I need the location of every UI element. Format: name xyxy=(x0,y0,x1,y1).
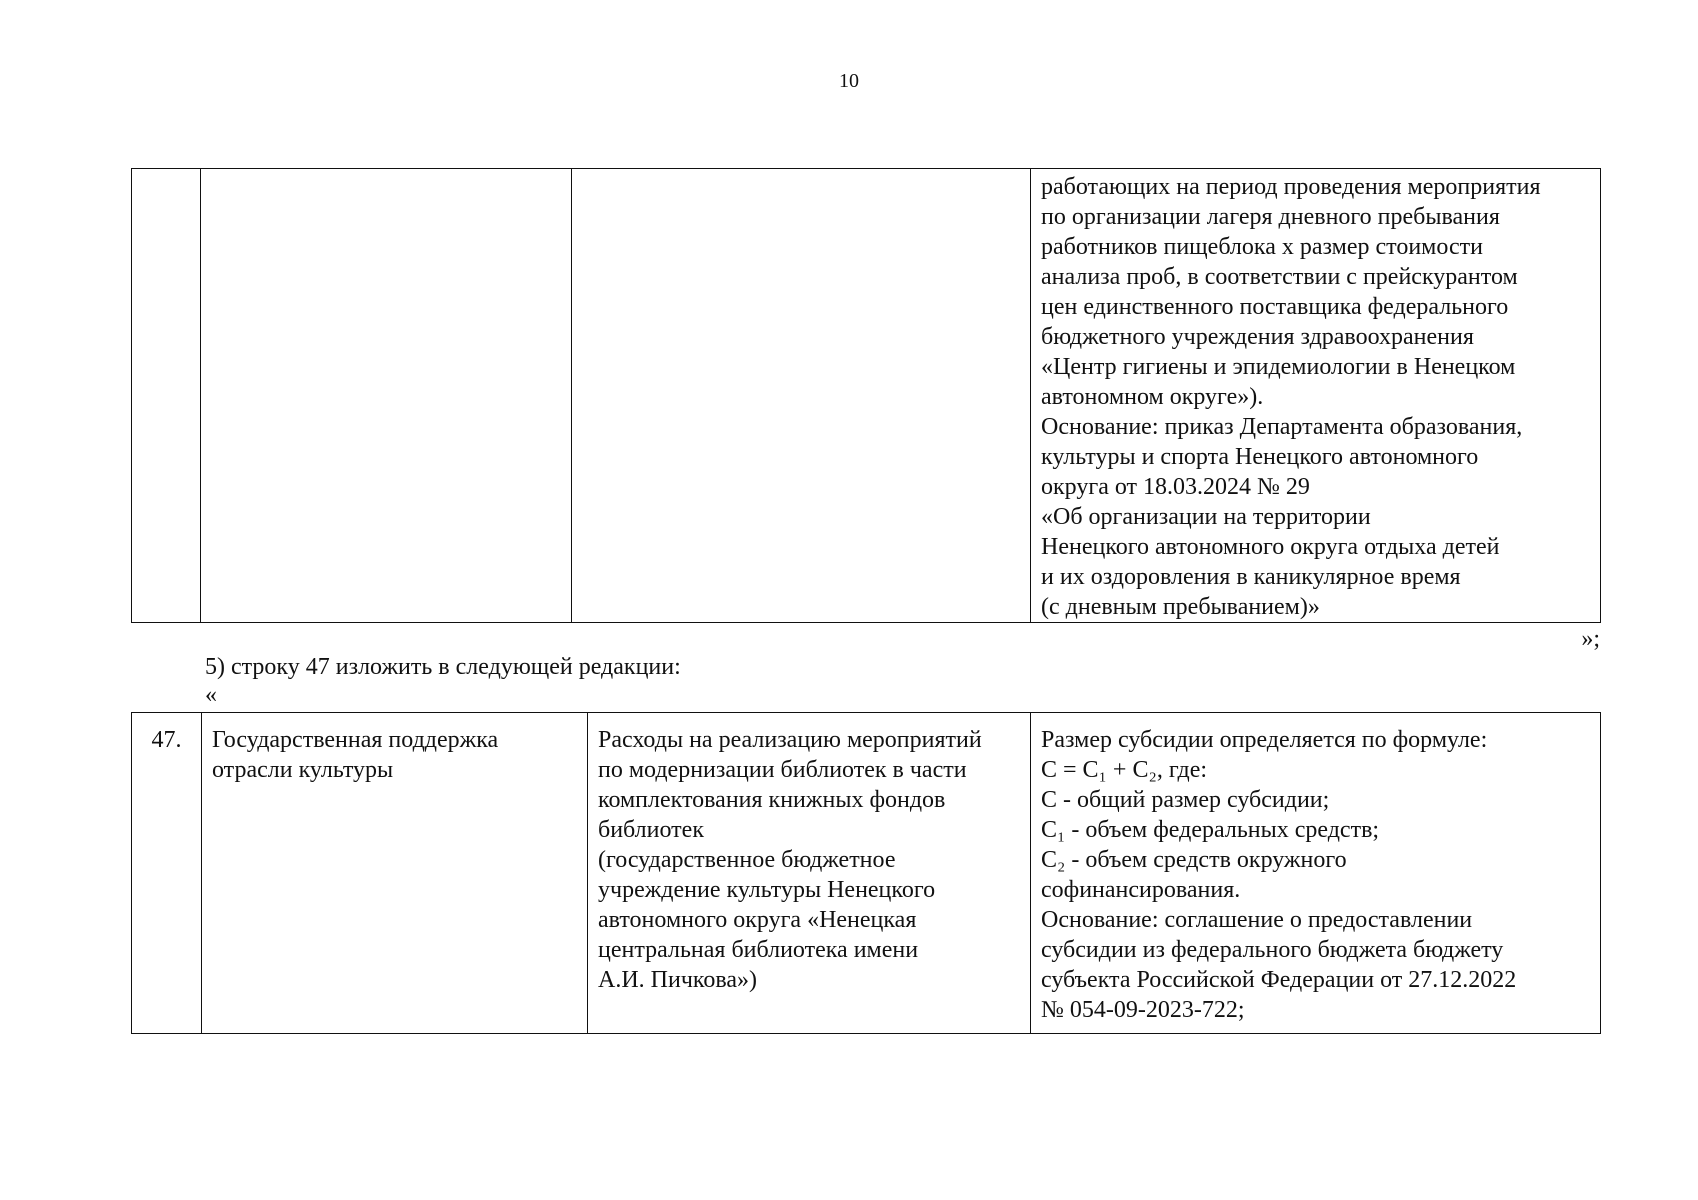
table-row xyxy=(132,169,1601,623)
table-cell-formula xyxy=(1031,713,1601,1034)
expense-purpose: Расходы на реализацию мероприятий по модернизации библиотек в части комплектования книжных фондов библиотек (государственное бюджетное учреждение культуры Ненецкого автономного округа «Ненецкая центральная библиотека имени А.И. Пичкова») xyxy=(598,727,982,993)
cell-text xyxy=(572,169,1030,172)
table-row xyxy=(132,713,1601,1034)
subsidy-formula: Размер субсидии определяется по формуле: C = C₁ + C₂, где: C - общий размер субсидии; C₁ - объем федеральных средств; C₂ - объем средств окружного софинансирования. Основание: соглашение о предоставлении субсидии из федерального бюджета бюджету субъекта Российской Федерации от 27.12.2022 № 054-09-2023-722; xyxy=(1041,727,1517,1023)
cell-text xyxy=(132,169,200,179)
table-cell-name xyxy=(202,713,588,1034)
continuation-table xyxy=(131,168,1601,623)
row-number: 47. xyxy=(151,727,182,753)
opening-quote: « xyxy=(205,682,217,708)
table-cell-number xyxy=(132,713,202,1034)
table-cell-purpose xyxy=(572,169,1031,623)
cell-text xyxy=(201,169,571,172)
table-cell-name xyxy=(201,169,572,623)
page-number: 10 xyxy=(839,70,859,92)
table-cell-basis xyxy=(1031,169,1601,623)
support-name: Государственная поддержка отрасли культуры xyxy=(212,727,499,783)
row-47-table xyxy=(131,712,1601,1034)
amendment-instruction: 5) строку 47 изложить в следующей редакции: xyxy=(205,654,681,680)
table-cell-number xyxy=(132,169,201,623)
cell-text: работающих на период проведения мероприятия по организации лагеря дневного пребывания работников пищеблока х размер стоимости анализа проб, в соответствии с прейскурантом цен единственного поставщика федерального бюджетного учреждения здравоохранения «Центр гигиены и эпидемиологии в Ненецком автономном округе»). Основание: приказ Департамента образования, культуры и спорта Ненецкого автономного округа от 18.03.2024 № 29 «Об организации на территории Ненецкого автономного округа отдыха детей и их оздоровления в каникулярное время (с дневным пребыванием)» xyxy=(1041,174,1541,620)
closing-quote: »; xyxy=(1581,626,1600,652)
table-cell-purpose xyxy=(588,713,1031,1034)
